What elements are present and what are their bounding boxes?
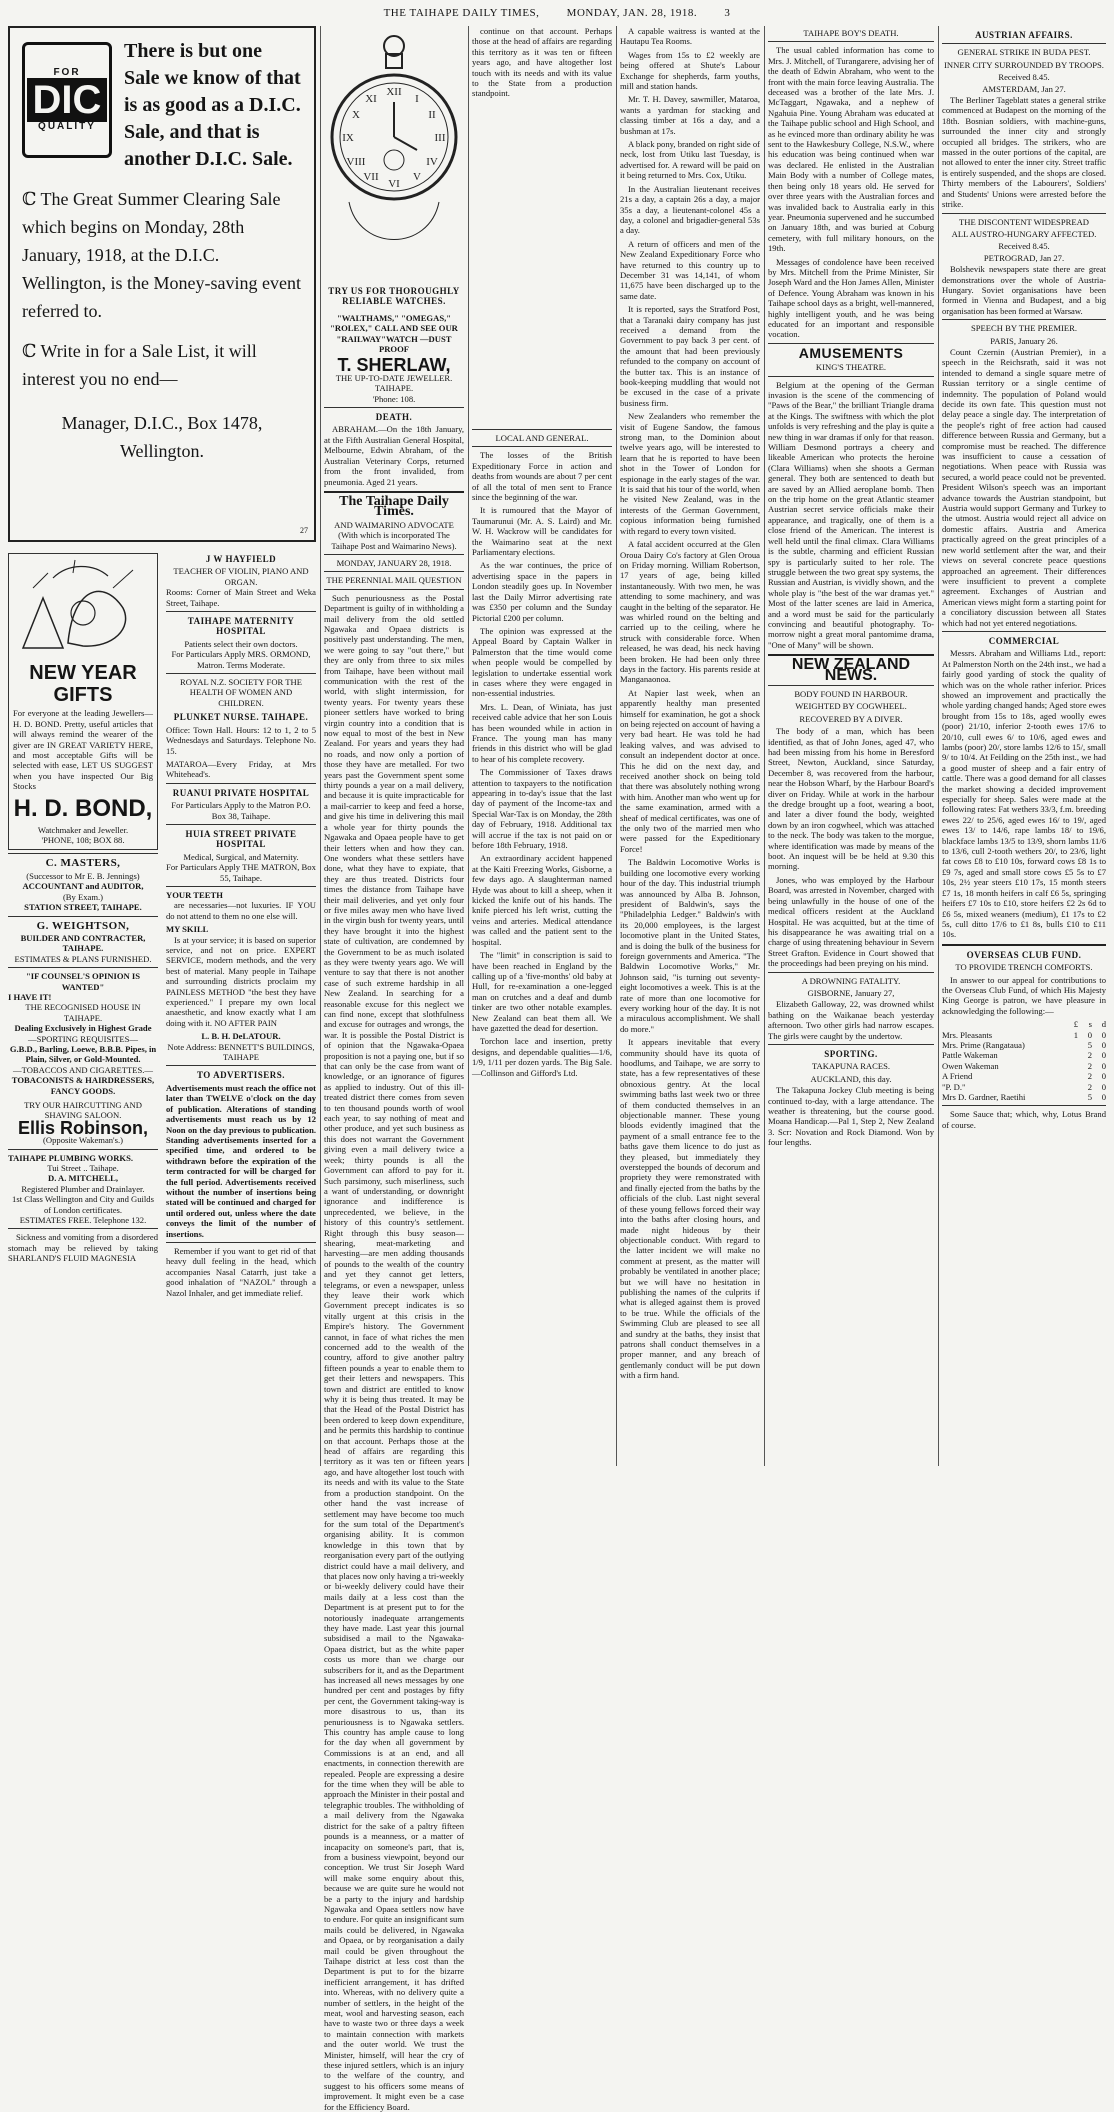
paper-note: (With which is incorporated The Taihape Post and Waimarino News). <box>331 530 457 551</box>
fund-col-pence: d <box>1101 1019 1106 1030</box>
dic-logo-bottom: QUALITY <box>38 121 96 132</box>
austrian-sub-1: GENERAL STRIKE IN BUDA PEST. <box>957 47 1091 58</box>
plumbing-name: D. A. MITCHELL, <box>48 1173 118 1184</box>
local-item: The losses of the British Expeditionary Force in action and deaths from wounds are about 7 per cent of all the total of men sent to France since the beginning of the war. <box>472 450 612 503</box>
overseas-footer: Some Sauce that; which, why, Lotus Brand of course. <box>942 1109 1106 1130</box>
fund-header-row <box>942 1019 1106 1029</box>
svg-text:XI: XI <box>365 93 377 105</box>
svg-text:I: I <box>415 93 419 105</box>
counsel-have: I HAVE IT! <box>8 991 52 1002</box>
divider <box>8 853 158 854</box>
fund-pence: 0 <box>1101 1071 1106 1082</box>
divider <box>324 554 464 555</box>
column-rule <box>764 26 765 1466</box>
column-1-right-ads <box>166 550 316 1301</box>
fund-shillings: 0 <box>1087 1029 1092 1040</box>
fund-col-pounds: £ <box>1073 1019 1078 1030</box>
divider <box>942 631 1106 632</box>
fund-pounds: 1 <box>1073 1029 1078 1040</box>
table-row <box>942 1040 1106 1050</box>
divider <box>8 967 158 968</box>
pocket-watch-icon <box>329 32 459 282</box>
local-item: Mrs. L. Dean, of Winiata, has just received cable advice that her son Louis has been wounded while in action in France. The young man has many friends in this district who will be glad to hear of his complete recovery. <box>472 701 612 764</box>
nz-news-text: Jones, who was employed by the Harbour Board, was arrested in November, charged with being unlawfully in the house of one of the medical officers resident at the Auckland Hospital. He was acquitted, but at the time of his disappearance he was awaiting trial on a charge of using threatening behaviour in Severn Street Grafton. Evidence in Court showed that the proceedings had been preying on his mind. <box>768 874 934 969</box>
divider <box>166 886 316 887</box>
austrian-dateline: AMSTERDAM, Jan 27. <box>982 83 1066 94</box>
fund-col-shillings: s <box>1088 1019 1092 1030</box>
discontent-head: THE DISCONTENT WIDESPREAD <box>958 216 1090 227</box>
column-5 <box>768 26 934 1466</box>
divider <box>472 429 612 430</box>
maternity-head: TAIHAPE MATERNITY HOSPITAL <box>187 616 295 637</box>
fund-name: Mrs. Pleasants <box>942 1029 993 1040</box>
plumbing-title: TAIHAPE PLUMBING WORKS. <box>8 1152 134 1163</box>
overseas-sub: TO PROVIDE TRENCH COMFORTS. <box>955 962 1093 973</box>
table-row <box>942 1030 1106 1040</box>
column-4 <box>620 26 760 1466</box>
divider <box>768 376 934 377</box>
local-item: A fatal accident occurred at the Glen Oroua Dairy Co's factory at Glen Oroua on Friday morning. William Robertson, 17 years of age, being killed instantaneously. With two men, he was attending to some machinery, and was caught in the belting of the separator. He was whirled round on the belting and carried up to the ceiling, where he struck with considerable force. When released, he was dead, his neck having been broken. He had been only three days in the factory. His parents reside at Manganaonoa. <box>620 539 760 685</box>
local-item: New Zealanders who remember the visit of Eugene Sandow, the famous strong man, to the Dominion about twelve years ago, will be interested to learn that he is reported to have been shot in the Tower of London for espionage in the early stages of the war. It is said that his tour of the world, when he visited New Zealand, was in the interests of the German Government, copious information being furnished with regard to every town visited. <box>620 411 760 536</box>
plumbing-estimates: ESTIMATES FREE. Telephone 132. <box>19 1215 147 1226</box>
dic-code: 27 <box>300 525 308 535</box>
fund-pence: 0 <box>1101 1060 1106 1071</box>
column-rule <box>320 26 321 1466</box>
divider <box>472 446 612 447</box>
divider <box>324 589 464 590</box>
masters-address: STATION STREET, TAIHAPE. <box>24 902 142 913</box>
ruanui-head: RUANUI PRIVATE HOSPITAL <box>172 787 310 798</box>
counsel-dealing: Dealing Exclusively in Highest Grade <box>14 1023 152 1034</box>
svg-text:III: III <box>434 132 446 144</box>
paragraph-mark-icon: ℂ <box>22 341 41 361</box>
divider <box>166 824 316 825</box>
ellis-name: Ellis Robinson, <box>17 1117 148 1138</box>
divider <box>768 1044 934 1045</box>
advertisers-head: TO ADVERTISERS. <box>196 1070 286 1081</box>
table-row <box>942 1071 1106 1081</box>
amusements-sub: KING'S THEATRE. <box>815 362 887 373</box>
divider <box>166 1242 316 1243</box>
dic-signature-line-1: Manager, D.I.C., Box 1478, <box>61 413 263 433</box>
local-item: In the Australian lieutenant receives 21s a day, a captain 26s a day, a major 35s a day, a lieutenant-colonel 45s a day, a colonel and brigadier-general 53s a day. <box>620 183 760 236</box>
local-item: As the war continues, the price of advertising space in the papers in London steadily goes up. In November last the Daily Mirror advertising rate was £350 per column and the Sunday Pictorial £200 per column. <box>472 560 612 623</box>
divider <box>768 343 934 344</box>
plunket-head: ROYAL N.Z. SOCIETY FOR THE HEALTH OF WOMEN AND CHILDREN. <box>180 677 302 708</box>
teeth-skill: MY SKILL <box>166 924 209 935</box>
dic-sale-advert <box>8 26 316 542</box>
premier-head: SPEECH BY THE PREMIER. <box>970 323 1077 334</box>
bond-sub: Watchmaker and Jeweller. <box>37 824 129 835</box>
column-6 <box>942 26 1106 1466</box>
teeth-line: are necessaries—not luxuries. IF YOU do not attend to them no one else will. <box>166 900 316 921</box>
nz-news-sub-2: WEIGHTED BY COGWHEEL. <box>795 701 907 712</box>
sherlaw-sub: THE UP-TO-DATE JEWELLER. TAIHAPE. <box>335 372 453 394</box>
amusements-text: Belgium at the opening of the German invasion is the scene of the commencing of "Paws of the Bear," the brilliant Triangle drama at the Kings. The swiftness with which the plot unfolds is very refreshing and the play is quite a new thing in war dramas if only for that reason. William Desmond portrays a cheery and likeable American who protects the heroine (Clara Williams) when she shoots a German general. They both are sentenced to death but are saved by an Allied aeroplane bomb. Then on the trip home on the great Atlantic steamer Austrian secret service officials make their appearance, and tragically, one of them is a close friend of the American. The interest is well held until the final climax. Clara Williams is the subtle, charming and efficient Russian spy is particularly suited to her role. The struggle between the two great spy systems, the Russian and Austrian, is vividly shown, and the whole play is "the best of the war dramas yet." Most of the latter scenes are laid in America, and a word must be said for the particularly convincing and beautiful photography. To-morrow night a great moral pantomime drama, "One of Many" will be shown. <box>768 379 934 650</box>
local-item: The Baldwin Locomotive Works is building one locomotive every working hour of the day. This industrial triumph was announced by Alba B. Johnson, president of Baldwin's, says the "Philadelphia Ledger." Baldwin's with its 20,000 employees, is the largest locomotive plant in the United States, and is doing the bulk of the business for foreign governments and America. "The Baldwin Locomotive Works," Mr. Johnson said, "is turning out seventy-eight locomotives a week. This is at the rate of more than one locomotive for every working hour of the day. It is not a miraculous accomplishment. We shall do more." <box>620 857 760 1034</box>
fund-pence: 0 <box>1101 1092 1106 1102</box>
masthead-date: MONDAY, JAN. 28, 1918. <box>566 7 698 19</box>
divider <box>942 944 1106 946</box>
dic-signature <box>22 409 302 465</box>
fund-pounds <box>1064 1071 1078 1081</box>
masters-name: C. MASTERS, <box>45 857 121 870</box>
advertisers-text: Advertisements must reach the office not later than TWELVE o'clock on the day of publication. Alterations of standing advertisements must reach us by 12 Noon on the day previous to publication. Standing advertisements inserted for a specified time, and ordered to be withdrawn before the expiration of the term contracted for will be charged for the full period. Advertisements received without the number of insertions being stated will be continued and charged for until ordered out, unless where the date conveys the limit of the number of insertions. <box>166 1082 316 1239</box>
svg-text:IV: IV <box>426 156 438 168</box>
sporting-sub: TAKAPUNA RACES. <box>811 1061 891 1072</box>
sporting-dateline: AUCKLAND, this day. <box>810 1073 892 1084</box>
nz-news-text: The body of a man, which has been identified, as that of John Jones, aged 47, who had been missing from his home in Beresford Street, Newton, Auckland, since Saturday, December 8, was recovered from the harbour, near the Hobson Wharf, by the Harbour Board's diver on Friday. While at work in the harbour the dredge brought up a foot, wearing a boot, and later a diver found the body, weighted down by an iron cogwheel, which was attached to the neck. The body was taken to the morgue, where identification was made by means of the boot. An inquest will be be held at 9.30 this morning. <box>768 726 934 872</box>
local-waitress: A capable waitress is wanted at the Hautapu Tea Rooms. <box>620 26 760 47</box>
divider <box>768 972 934 973</box>
local-item: At Napier last week, when an apparently healthy man presented himself for examination, he got a shock on being rejected on account of having a very bad heart. He was told he had leaking valves, and was advised to consult an independent doctor at once. This he did on the next day, and received another shock on being told that there was absolutely nothing wrong with him. Another man who went up for the same examination, armed with a sheaf of medical certificates, was one of the only two of the married men who were passed for the Expeditionary Force! <box>620 687 760 854</box>
huia-line: Medical, Surgical, and Maternity. <box>183 851 299 862</box>
local-item: A black pony, branded on right side of neck, lost from Utiku last Tuesday, is advertised for. A reward will be paid on it being returned to Mrs. Cox, Utiku. <box>620 139 760 181</box>
local-item: A return of officers and men of the New Zealand Expeditionary Force who have returned to this country up to December 31 was 14,141, of whom 11,675 have been discharged up to the same date. <box>620 238 760 301</box>
austrian-text: The Berliner Tageblatt states a general strike commenced at Budapest on the morning of the 18th. Bosnian soldiers, with machine-guns, surrounded the inner city and strongly occupied all bridges. The strikers, who are massed in the outer portions of the capital, are not allowed to enter the inner city. Street traffic is entirely suspended, and the shops are closed. Thirty members of the Labourers', Soldiers' and Students' Unions were arrested before the strike. <box>942 95 1106 210</box>
hayfield-rooms: Rooms: Corner of Main Street and Weka Street, Taihape. <box>166 587 316 608</box>
divider <box>166 611 316 612</box>
column-rule <box>938 26 939 1466</box>
paragraph-mark-icon: ℂ <box>22 189 41 209</box>
editorial-head: THE PERENNIAL MAIL QUESTION <box>326 575 462 586</box>
editorial-text-continued: continue on that account. Perhaps those at the head of affairs are regarding this territory as it was ten or fifteen years ago, and have altogether lost touch with its needs and with its value to the State from a production standpoint. <box>472 26 612 99</box>
fund-shillings: 2 <box>1087 1081 1092 1092</box>
dic-signature-line-2: Wellington. <box>119 441 205 461</box>
local-item: Torchon lace and insertion, pretty designs, and dependable qualities—1/6, 1/9, 1/11 per dozen yards. The Big Sale.—Collinson and Gifford's Ltd. <box>472 1036 612 1078</box>
column-1 <box>8 26 316 1466</box>
divider <box>324 491 464 493</box>
divider <box>942 319 1106 320</box>
discontent-text: Bolshevik newspapers state there are great demonstrations over the whole of Austria-Hungary. Soviet organisations have been formed in Vienna and Budapest, and a big organisation has been formed at Warsaw. <box>942 264 1106 316</box>
divider <box>8 1149 158 1150</box>
svg-text:VI: VI <box>388 178 400 190</box>
sporting-head: SPORTING. <box>824 1048 878 1059</box>
divider <box>768 41 934 42</box>
table-row <box>942 1092 1106 1102</box>
discontent-sub: ALL AUSTRO-HUNGARY AFFECTED. <box>951 228 1097 239</box>
sporting-text: The Takapuna Jockey Club meeting is being continued to-day, with a large attendance. The weather is threatening, but the course good. Moana Handicap.—Pal 1, Step 2, New Zealand 3. Scr: Novation and Rock Diamond. Won by four lengths. <box>768 1085 934 1148</box>
column-1-lower <box>8 550 316 1301</box>
svg-text:VIII: VIII <box>346 156 366 168</box>
overseas-text: In answer to our appeal for contributions to the Overseas Club Fund, of which His Majesty King George is patron, we have pleasure in acknowledging the following:— <box>942 974 1106 1016</box>
teeth-text: Is at your service; it is based on superior service, and not on price. EXPERT SERVICE, modern methods, and the very best of material. Many people in Taihape and surrounding districts proclaim my PAINLESS METHOD "the best they have experienced." I prepare my own local anaesthetic, and know exactly what I am doing with it. NO AFTER PAIN <box>166 934 316 1028</box>
fund-name: Pattle Wakeman <box>942 1050 998 1061</box>
local-item: Wages from 15s to £2 weekly are being offered at Shute's Labour Exchange for shepherds, farm youths, mill and station hands. <box>620 49 760 92</box>
weightson-sub: BUILDER AND CONTRACTER, TAIHAPE. <box>20 932 146 954</box>
weightson-estimates: ESTIMATES & PLANS FURNISHED. <box>14 953 152 964</box>
divider <box>324 407 464 408</box>
local-item: An extraordinary accident happened at the Kaiti Freezing Works, Gisborne, a few days ago. A slaughterman named Hyde was about to kill a sheep, when it kicked the knife out of his hands. The knife pierced his left wrist, cutting the veins and arteries. Medical attendance was called and the patient sent to the hospital. <box>472 853 612 947</box>
table-row <box>942 1050 1106 1060</box>
dic-para-1-text: The Great Summer Clearing Sale which begins on Monday, 28th January, 1918, at the D.I.C. Wellington, is the Money-saving event referred to. <box>22 189 301 321</box>
svg-text:V: V <box>413 171 421 183</box>
plunket-mataroa: MATAROA—Every Friday, at Mrs Whitehead's. <box>166 758 316 780</box>
teeth-address: Note Address: BENNETT'S BUILDINGS, TAIHAPE <box>167 1041 315 1063</box>
fund-pence: 0 <box>1101 1081 1106 1092</box>
counsel-tobacco: —TOBACCOS AND CIGARETTES.— <box>13 1064 153 1075</box>
divider <box>8 916 158 917</box>
local-item: The opinion was expressed at the Appeal Board by Captain Walker in Palmerston that the time would come when people would be compelled by legislation to undertake essential work in cases where they were engaged in non-essential industries. <box>472 625 612 699</box>
masters-line-2: (By Exam.) <box>62 891 104 902</box>
hayfield-name: J W HAYFIELD <box>205 554 277 564</box>
overseas-head: OVERSEAS CLUB FUND. <box>966 949 1082 960</box>
counsel-hair: TOBACONISTS & HAIRDRESSERS, FANCY GOODS. <box>11 1075 155 1096</box>
nazol-remember: Remember if you want to get rid of that heavy dull feeling in the head, which accompanies Nasal Catarrh, just take a good inhalation of "NAZOL" through a Nazol Inhaler, and get immediate relief. <box>166 1245 316 1298</box>
local-item: It appears inevitable that every community should have its quota of hoodlums, and Taihape, we are sorry to state, has a few representatives of these obnoxious gentry. At the local swimming baths last week two or three of them conducted themselves in an objectionable manner. These young bloods evidently imagined that the payment of a small entrance fee to the baths gave them licence to do just as they pleased, but immediately they overstepped the bounds of decorum and propriety they were remonstrated with and finally ejected from the baths by the officials of the club. Last night several of these young fellows forced their way into the baths after closing hours, and made night hideous by their objectionable conduct. With regard to the latter incident we will make no comment at present, as the matter will probably be ventilated in another place; but we will have no hesitation in publishing the names of the culprits if what is alleged against them is proved to be true. While the officials of the Swimming Club are pleased to see all and sundry at the baths, they insist that patrons shall conduct themselves in a proper manner, and any breach of gentlemanly conduct will be put down with a firm hand. <box>620 1037 760 1381</box>
counsel-pipes: G.B.D., Barling, Loewe, B.B.B. Pipes, in Plain, Silver, or Gold-Mounted. <box>9 1043 157 1065</box>
fund-shillings: 2 <box>1087 1071 1092 1082</box>
svg-text:II: II <box>428 109 436 121</box>
fund-name: Owen Wakeman <box>942 1060 999 1071</box>
fund-name: "P. D." <box>942 1081 966 1092</box>
fund-name: A Friend <box>942 1071 973 1082</box>
dic-para-2 <box>22 337 302 393</box>
divider <box>324 571 464 572</box>
counsel-quote: "IF COUNSEL'S OPINION IS WANTED" <box>25 971 141 992</box>
paper-date: MONDAY, JANUARY 28, 1918. <box>336 557 452 568</box>
death-text: ABRAHAM.—On the 18th January, at the Fifth Australian General Hospital, Melbourne, Edwin Abraham, of the Australian Veterinary Corps, returned from the front invalided, from pneumonia. Aged 21 years. <box>324 424 464 487</box>
column-rule <box>616 26 617 1466</box>
masters-line-1: ACCOUNTANT and AUDITOR, <box>22 881 144 892</box>
commercial-head: COMMERCIAL <box>988 635 1060 646</box>
divider <box>768 685 934 686</box>
drowning-dateline: GISBORNE, January 27, <box>807 987 895 998</box>
maternity-particulars: For Particulars Apply MRS. ORMOND, Matron. Terms Moderate. <box>171 649 311 670</box>
local-item: The "limit" in conscription is said to have been reached in England by the calling up of a 'five-months' old baby at Hull, for re-examination a one-legged man on crutches and a deaf and dumb tinker are two other notable examples. New Zealand can beat them all. We have gazetted the dead for desertion. <box>472 950 612 1033</box>
divider <box>166 1065 316 1066</box>
paper-title: The Taihape Daily Times. <box>339 493 449 520</box>
fund-name: Mrs. Prime (Rangataua) <box>942 1039 1025 1050</box>
svg-text:VII: VII <box>363 171 379 183</box>
column-1-left-ads <box>8 550 158 1301</box>
local-item: Mr. T. H. Davey, sawmiller, Mataroa, wants a yardman for stacking and classing timber at 16s a day, and a bushman at 17s. <box>620 94 760 136</box>
discontent-dateline: PETROGRAD, Jan 27. <box>983 252 1065 263</box>
plumbing-cert: 1st Class Wellington and City and Guilds of London certificates. <box>12 1194 154 1215</box>
dic-logo <box>22 42 112 158</box>
boys-death-head: TAIHAPE BOY'S DEATH. <box>803 28 899 38</box>
fund-pence: 0 <box>1101 1039 1106 1050</box>
fund-name: Mrs D. Gardner, Raetihi <box>942 1092 1026 1102</box>
divider <box>942 1105 1106 1106</box>
svg-text:X: X <box>352 109 360 121</box>
masthead-page: 3 <box>724 7 731 19</box>
fund-pence: 0 <box>1101 1029 1106 1040</box>
nz-news-head: NEW ZEALAND NEWS. <box>791 656 911 684</box>
fund-shillings: 2 <box>1087 1060 1092 1071</box>
svg-text:IX: IX <box>342 132 354 144</box>
premier-text: Count Czernin (Austrian Premier), in a speech in the Reichsrath, said it was not intended to demand a single square metre of Russian territory or a single centime of indemnity. The population of Poland would decide its own fate. This question must not delay peace a single day. The interpretation of the people's right of free action had caused difference between Russia and Germany, but a compromise must be reached. The difference was insufficient to cause a cessation of negotiations. When peace with Russia was secured, a world peace could not be prevented. President Wilson's speech was an important advance towards the Austrian standpoint, but Austria would support Germany and Turkey to the utmost. Austria would reject all advice on domestic affairs. Austria and America practically agreed on the great principles of a new world settlement after the war, and their views on several concrete peace questions approached an agreement. Their differences were insufficient to prevent a complete agreement. Exchanges of Austrian and American views might form a starting point for a conciliatory discussion between all States which had not yet entered negotiations. <box>942 346 1106 628</box>
counsel-try: TRY OUR HAIRCUTTING AND SHAVING SALOON. <box>24 1100 142 1121</box>
nz-news-sub-3: RECOVERED BY A DIVER. <box>799 713 903 724</box>
divider <box>166 783 316 784</box>
nz-news-sub-1: BODY FOUND IN HARBOUR. <box>794 688 908 699</box>
fund-pounds <box>1064 1050 1078 1060</box>
fund-pounds <box>1064 1092 1078 1102</box>
plumbing-reg: Registered Plumber and Drainlayer. <box>21 1183 145 1194</box>
huia-particulars: For Particulars Apply THE MATRON, Box 55, Taihape. <box>166 862 316 883</box>
counsel-house: THE RECOGNISED HOUSE IN TAIHAPE. <box>25 1002 141 1023</box>
fund-shillings: 5 <box>1087 1092 1092 1102</box>
table-row <box>942 1061 1106 1071</box>
boys-death-text: Messages of condolence have been received by Mrs. Mitchell from the Prime Minister, Sir Joseph Ward and the Hon James Allen, Minister of Defence. Young Abraham was known in his Taihape school days as a bright, well-mannered, highly intelligent youth, and he was being educated for an important and responsible vocation. <box>768 256 934 340</box>
boys-death-text: The usual cabled information has come to Mrs. J. Mitchell, of Turangarere, advising her of the death of Edwin Abraham, who went to the front with the main force leaving Australia. The deceased was a brother of the late Mrs. J. McTaggart, Ngawaka, and a nephew of Ngahuia Pine. Young Abraham was educated at the Taihape public school and High School, and as he evinced more than ordinary ability he was sent to the Hawkesbury College, N.S.W., where his education was being continued when war was declared. He enlisted in the Australian Main Body with a number of College mates, then being only 18 years old. He served for over three years with the Australian forces and was invalided back to Australia early in this year. Pneumonia supervened and he succumbed on January 18th, and was buried at Coburg cemetery, with full military honours, on the 19th. <box>768 45 934 254</box>
dic-logo-mark: DIC <box>27 78 108 122</box>
divider <box>166 673 316 674</box>
column-2 <box>324 26 464 2112</box>
dic-logo-top: FOR <box>53 66 81 78</box>
watch-try: TRY US FOR THOROUGHLY RELIABLE WATCHES. <box>328 286 460 307</box>
ruanui-line: For Particulars Apply to the Matron P.O. Box 38, Taihape. <box>171 800 311 821</box>
bond-text: For everyone at the leading Jewellers—H. D. BOND. Pretty, useful articles that will always remind the wearer of the giver are IN GREAT VARIETY HERE, and most acceptable Gifts will be selected with ease, LET US SUGGEST when you have inspected Our Big Stocks <box>13 708 153 792</box>
divider <box>942 43 1106 44</box>
bond-name: H. D. BOND, <box>13 794 153 822</box>
masters-sub: (Successor to Mr E. B. Jennings) <box>26 870 140 881</box>
commercial-text: Messrs. Abraham and Williams Ltd., report: At Palmerston North on the 24th inst., we had a fairly good yarding of stock the quality of which was on the whole rather inferior. Prices showed an improvement and practically the whole yarding changed hands; Aged store ewes brought from 15s to 18s, aged woolly ewes (poor) 21/10, inferior 2-tooth ewes 17/6 to 20/10, cull ewes 6/ to 10/6, aged ewes and lambs (poor) 20/, store lambs 12/6 to 15/, small 9/ to 10/4. At Feilding on the 25th inst., we had a good muster of sheep and a fair entry of cattle. There was a good demand for all classes the market showing a decided improvement especially for sheep. Sales were made at the following rates: Fat wethers 33/3, f.m. breeding ewes 22/ to 25/6, aged ewes 16/ to 19/, aged ewes 13/ to 14/6, rape lambs 18/ to 19/6, blackface lambs 13/5 to 13/9, shorn lambs 11/6 to 13/6, cull 2-tooth wethers 20/, to 23/6, light fat cows £8 to £10 10s, forward cows £8 1s to £9 7s, aged and small store cows £5 5s to £7 10s, 2½ year steers £10 17s, 15 month steers £7 1s, 18 month heifers in calf £6 5s, springing heifers £7 10s to £10, store heifers £2 2s 6d to £6 5s, mixed weaners (medium), £1 17s to £2 5s, cull ditto 17/6 to £1 8s, bulls £10 to £11 10s. <box>942 648 1106 940</box>
bond-phone: 'PHONE, 108; BOX 88. <box>41 835 125 846</box>
austrian-sub-2: INNER CITY SURROUNDED BY TROOPS. <box>944 59 1104 70</box>
plunket-name: PLUNKET NURSE. TAIHAPE. <box>173 712 309 723</box>
column-3 <box>472 26 612 1466</box>
local-item: It is reported, says the Stratford Post, that a Taranaki dairy company has just received a demand from the Government to pay back 3 per cent. of the amount that had been previously refunded to the company on account of the butter tax. This is an instance of book-keeping muddling that would not be excused in the case of a private business firm. <box>620 304 760 408</box>
local-head: LOCAL AND GENERAL. <box>495 433 589 443</box>
table-row <box>942 1082 1106 1092</box>
fund-pounds <box>1064 1040 1078 1050</box>
fund-pounds <box>1064 1061 1078 1071</box>
bond-advert <box>8 553 158 850</box>
local-item: It is rumoured that the Mayor of Taumarunui (Mr. A. S. Laird) and Mr. W. H. Wackrow will be candidates for the Waimarino seat at the next Parliamentary elections. <box>472 505 612 558</box>
sherlaw-phone: 'Phone: 108. <box>372 393 416 404</box>
fund-shillings: 5 <box>1087 1039 1092 1050</box>
dic-para-1 <box>22 185 302 325</box>
masthead <box>0 0 1114 26</box>
huia-head: HUIA STREET PRIVATE HOSPITAL <box>185 828 297 850</box>
divider <box>942 213 1106 214</box>
watch-brands: "WALTHAMS," "OMEGAS," "ROLEX," CALL AND SEE OUR "RAILWAY"WATCH —DUST PROOF <box>330 312 458 355</box>
gift-illustration-icon <box>13 558 153 658</box>
teeth-name: L. B. H. DeLATOUR. <box>201 1031 281 1042</box>
plumbing-address: Tui Street .. Taihape. <box>47 1163 119 1174</box>
fund-pence: 0 <box>1101 1050 1106 1061</box>
editorial-text: Such penuriousness as the Postal Department is guilty of in withholding a mail delivery from the old settled Ngawaka and Opaea districts is positively past understanding. The men, we were going to say "out there," but they are only from three to six miles from Taihape, have been without mail communication with the rest of the world, with slight intermission, for twenty years. For twenty years these pioneer settlers have worked to bring virgin country into a condition that is now equal to most of the best in New Zealand. For years and years they had no roads, and now only a portion of those they have are metalled. For two years past the Government spent some thirty pounds a year on a mail delivery, and because it is quite impracticable for a mail-carrier to keep and feed a horse, and give his time in delivering this mail a whole year for thirty pounds the Ngawaka and Opaea people have to get their letters when and how they can. One wonders what these settlers have done, what they have to expiate, that they are thus treated. Districts four times the distance from Taihape have their mail deliveries, and yet only four or five miles away men who have lived in the virgin bush for twenty years, until they have brought it into the highest state of cultivation, are condemned by the Government to be as much isolated as they were twenty years ago. We will venture to say that there is not another case of such extreme hardship in all New Zealand. In searching for a reasonable excuse for this neglect we can find none, except that slothfulness and excuse for outrages and wrongs, the war. It is possible the Postal District is of opinion that the Ngawaka-Opaea proposition is not a paying one, but if so that can only be the case from want of knowledge, or an ignorance of figures as applied to industry. Out of this ill-treated district there comes from seven to ten thousand pounds worth of wool each year, to say nothing of meat and other produce, and yet such business as this does not warrant the Government giving even a mail delivery twice a week; thirty pounds is all the Government can afford to pay for it. Such parsimony, such miserliness, such a want of understanding, or downright ignorance and indifference is unprecedented, we believe, in the history of this country's settlement. Right through this busy season—shearing, meat-marketing and harvesting—are men adding thousands of pounds to the wealth of the country and yet they cannot get letters, telegrams, or even a newspaper, unless they leave their work which Government precept indicates is so vitally urgent at this crisis in the Empire's history. The Government cannot, in face of what riches the men concerned add to the wealth of the country, afford to give another paltry fifteen pounds a year to enable them to get their letters and newspapers. This town and district are entitled to know why it is being thus treated. It may be that the Head of the Postal District has been ordered to keep down expenditure, and he permits this hardship to continue on that account. Perhaps those at the head of affairs are regarding this territory as it was ten or fifteen years ago, and have altogether lost touch with its needs and with its value to the State from a production standpoint. On the other hand the vast increase of settlement may have become too much for the sum total of the Department's organising ability. It is common knowledge in this town that by reorganisation every part of the outlying district could have a mail delivery, and that places now only having a tri-weekly or bi-weekly delivery could have their mails daily at a less cost than the Department is at present put to for the notoriously inadequate arrangements they have made. Last year this journal subsidised a mail to the Ngawaka-Opaea district, but as the white paper costs us more than we charge our subscribers for it, and as the Department has increased all news messages by one hundred per cent and postages by fifty per cent, the Government taking-way is more disastrous to us, than its penuriousness is to Ngawaka settlers. This country has ample cause to long for the day when all government by Commissions is at an end, and all enactments, in connection therewith are repealed. People are expressing a desire for the time when they will be able to approach the Minister in their postal and telegraphic troubles. The withholding of a mail delivery from the Ngawaka district for the sake of a paltry fifteen pounds is a meanness, or a matter of incapacity on someone's part, that is, from a business viewpoint, beyond our conception. We trust Sir Joseph Ward will make some enquiry about this, because we are quite sure he would not be a party to the injury and hardship Ngawaka and Opaea settlers now have to endure. For quite an insignificant sum mails could be delivered, in Ngawaka and Opaea, or by reorganisation a daily mail could be given throughout the Taihape district at less cost than the Department is put to for the bizarre inefficient arrangement, it has drifted into. Whereas, with no delivery quite a number of settlers, in the height of the meat, wool and harvesting season, each have to waste two or three days a week to maintain connection with markets and the outer world. We trust the Minister, himself, will hear the cry of these injured settlers, which is an injury to the welfare of the country, and suggest to his officers some means of improvement. It might even be a case for the Efficiency Board. <box>324 592 464 2112</box>
drowning-text: Elizabeth Galloway, 22, was drowned whilst bathing on the Waikanae beach yesterday afternoon. Two other girls had narrow escapes. The girls were caught by the undertow. <box>768 999 934 1041</box>
death-head: DEATH. <box>375 412 413 423</box>
divider <box>8 1228 158 1229</box>
maternity-line: Patients select their own doctors. <box>184 638 298 649</box>
paper-sub: AND WAIMARINO ADVOCATE <box>334 519 454 530</box>
fund-pounds <box>1064 1082 1078 1092</box>
hayfield-line: TEACHER OF VIOLIN, PIANO AND ORGAN. <box>173 566 309 587</box>
local-item: The Commissioner of Taxes draws attention to taxpayers to the notification appearing in to-day's issue that the last day of payment of the Income-tax and Special War-Tax is on Monday, the 28th day of February, 1918. Additional tax will accrue if the tax is not paid on or before 18th February, 1918. <box>472 767 612 851</box>
column-rule <box>468 26 469 1466</box>
discontent-received: Received 8.45. <box>998 241 1050 252</box>
teeth-head: YOUR TEETH <box>166 889 223 900</box>
overseas-fund-table <box>942 1019 1106 1102</box>
plunket-office: Office: Town Hall. Hours: 12 to 1, 2 to 5 Wednesdays and Saturdays. Telephone No. 15. <box>166 724 316 756</box>
bond-title: NEW YEAR GIFTS <box>29 662 137 707</box>
counsel-sporting: —SPORTING REQUISITES— <box>27 1033 138 1044</box>
ellis-opposite: (Opposite Wakeman's.) <box>43 1135 123 1146</box>
sherlaw-name: T. SHERLAW, <box>337 355 451 376</box>
nazol-text: Sickness and vomiting from a disordered stomach may be relieved by taking SHARLAND'S FLUID MAGNESIA <box>8 1232 158 1264</box>
austrian-head: AUSTRIAN AFFAIRS. <box>975 30 1073 40</box>
premier-dateline: PARIS, January 26. <box>990 335 1058 346</box>
weightson-name: G. WEIGHTSON, <box>36 919 130 932</box>
dic-para-2-text: Write in for a Sale List, it will interest you no end— <box>22 341 257 389</box>
amusements-head: AMUSEMENTS <box>798 344 904 361</box>
masthead-paper: THE TAIHAPE DAILY TIMES, <box>383 7 540 19</box>
fund-shillings: 2 <box>1087 1050 1092 1061</box>
austrian-received: Received 8.45. <box>998 72 1050 83</box>
drowning-head: A DROWNING FATALITY. <box>801 975 901 986</box>
dic-lead: There is but one Sale we know of that is as good as a D.I.C. Sale, and that is another D.I.C. Sale. <box>124 40 301 170</box>
svg-text:XII: XII <box>386 86 402 98</box>
